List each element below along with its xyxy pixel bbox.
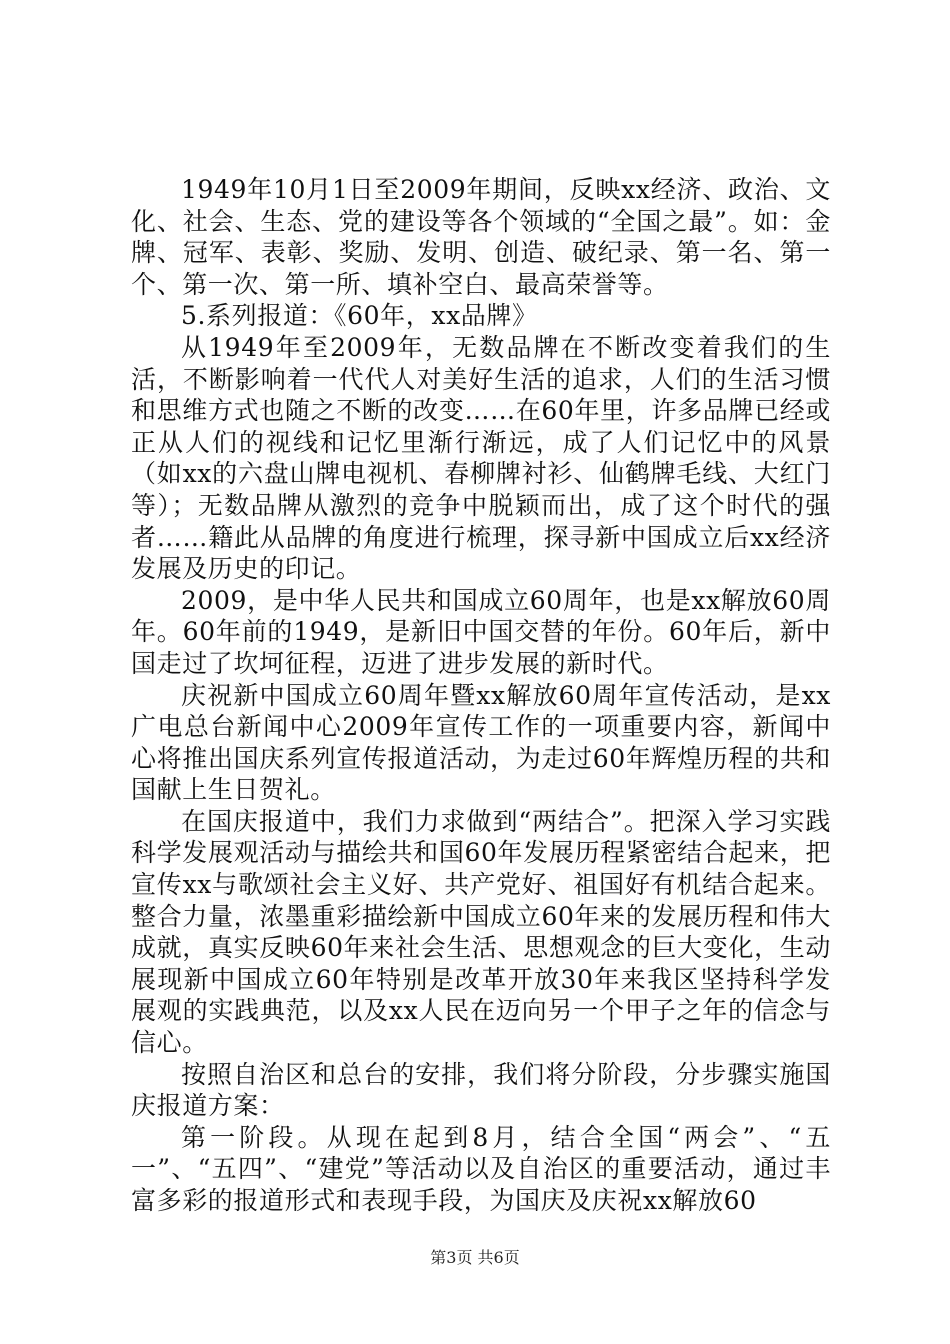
paragraph-records: 1949年10月1日至2009年期间，反映xx经济、政治、文化、社会、生态、党的建设等各个领域的“全国之最”。如：金牌、冠军、表彰、奖励、发明、创造、破纪录、第一名、第一个、第一次、第一所、填补空白、最高荣誉等。 (131, 175, 831, 299)
paragraph-plan: 按照自治区和总台的安排，我们将分阶段，分步骤实施国庆报道方案： (131, 1059, 831, 1121)
paragraph-campaign: 庆祝新中国成立60周年暨xx解放60周年宣传活动，是xx广电总台新闻中心2009年宣传工作的一项重要内容，新闻中心将推出国庆系列宣传报道活动，为走过60年辉煌历程的共和国献上生日贺礼。 (131, 680, 831, 805)
paragraph-two-combinations: 在国庆报道中，我们力求做到“两结合”。把深入学习实践科学发展观活动与描绘共和国60年发展历程紧密结合起来，把宣传xx与歌颂社会主义好、共产党好、祖国好有机结合起来。整合力量，浓墨重彩描绘新中国成立60年来的发展历程和伟大成就，真实反映60年来社会生活、思想观念的巨大变化，生动展现新中国成立60年特别是改革开放30年来我区坚持科学发展观的实践典范，以及xx人民在迈向另一个甲子之年的信念与信心。 (131, 806, 831, 1058)
page-number-footer: 第3页 共6页 (430, 1248, 520, 1267)
paragraph-brands: 从1949年至2009年，无数品牌在不断改变着我们的生活，不断影响着一代代人对美好生活的追求，人们的生活习惯和思维方式也随之不断的改变……在60年里，许多品牌已经或正从人们的视线和记忆里渐行渐远，成了人们记忆中的风景（如xx的六盘山牌电视机、春柳牌衬衫、仙鹤牌毛线、大红门等）；无数品牌从激烈的竞争中脱颖而出，成了这个时代的强者……籍此从品牌的角度进行梳理，探寻新中国成立后xx经济发展及历史的印记。 (131, 332, 831, 584)
paragraph-anniversary: 2009，是中华人民共和国成立60周年，也是xx解放60周年。60年前的1949，是新旧中国交替的年份。60年后，新中国走过了坎坷征程，迈进了进步发展的新时代。 (131, 585, 831, 678)
paragraph-stage-one: 第一阶段。从现在起到8月，结合全国“两会”、“五一”、“五四”、“建党”等活动以及自治区的重要活动，通过丰富多彩的报道形式和表现手段，为国庆及庆祝xx解放60 (131, 1122, 831, 1215)
document-body (131, 174, 831, 1217)
paragraph-series-heading: 5.系列报道：《60年，xx品牌》 (181, 301, 538, 331)
